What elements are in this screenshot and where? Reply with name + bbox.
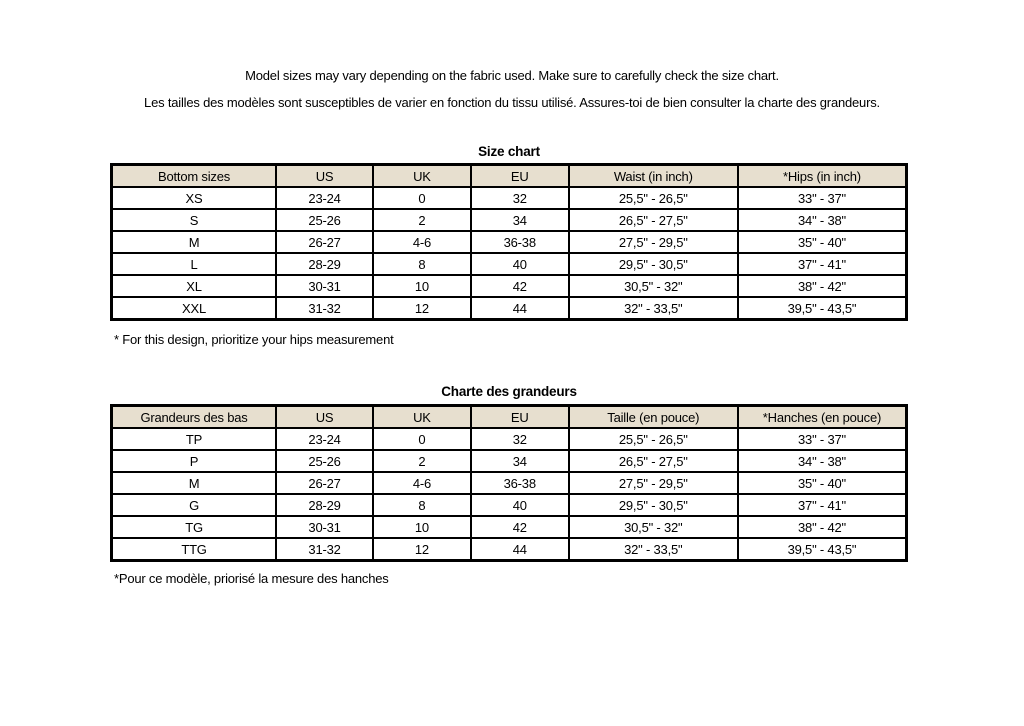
size-chart-table-french	[110, 404, 908, 562]
table-cell: 26-27	[276, 231, 373, 253]
column-header: Waist (in inch)	[569, 165, 738, 188]
column-header: *Hanches (en pouce)	[738, 406, 907, 429]
table-cell: 25-26	[276, 450, 373, 472]
table-cell: 42	[471, 275, 569, 297]
header-row	[112, 165, 907, 188]
table-cell: 34" - 38"	[738, 209, 907, 231]
column-header: Bottom sizes	[112, 165, 277, 188]
size-chart-table-english	[110, 163, 908, 321]
column-header: UK	[373, 406, 471, 429]
table-cell: 39,5" - 43,5"	[738, 538, 907, 561]
hips-footnote-french: *Pour ce modèle, priorisé la mesure des hanches	[114, 571, 389, 586]
table-row	[112, 253, 907, 275]
table-cell: 35" - 40"	[738, 231, 907, 253]
table-cell: TTG	[112, 538, 277, 561]
table-cell: 42	[471, 516, 569, 538]
table-cell: 26-27	[276, 472, 373, 494]
table-cell: XS	[112, 187, 277, 209]
intro-text-french: Les tailles des modèles sont susceptibles de varier en fonction du tissu utilisé. Assures-toi de bien consulter la charte des grandeurs.	[144, 95, 880, 110]
table-row	[112, 494, 907, 516]
table-cell: 8	[373, 253, 471, 275]
table-cell: 30-31	[276, 516, 373, 538]
table-cell: 32" - 33,5"	[569, 297, 738, 320]
table-cell: 10	[373, 275, 471, 297]
table-cell: 27,5" - 29,5"	[569, 472, 738, 494]
table-cell: 10	[373, 516, 471, 538]
table-cell: 37" - 41"	[738, 253, 907, 275]
table-cell: S	[112, 209, 277, 231]
table-cell: TP	[112, 428, 277, 450]
table-cell: 35" - 40"	[738, 472, 907, 494]
table-cell: 36-38	[471, 231, 569, 253]
table-cell: 0	[373, 187, 471, 209]
header-row	[112, 406, 907, 429]
table-cell: 34	[471, 209, 569, 231]
column-header: *Hips (in inch)	[738, 165, 907, 188]
table-cell: 44	[471, 538, 569, 561]
column-header: US	[276, 406, 373, 429]
table-cell: 25-26	[276, 209, 373, 231]
column-header: US	[276, 165, 373, 188]
table-cell: 38" - 42"	[738, 275, 907, 297]
intro-text-english: Model sizes may vary depending on the fabric used. Make sure to carefully check the size chart.	[245, 68, 779, 83]
table-cell: 28-29	[276, 494, 373, 516]
table-cell: 39,5" - 43,5"	[738, 297, 907, 320]
table-cell: 32	[471, 428, 569, 450]
table-cell: 27,5" - 29,5"	[569, 231, 738, 253]
column-header: Grandeurs des bas	[112, 406, 277, 429]
table-cell: 33" - 37"	[738, 187, 907, 209]
table-cell: 25,5" - 26,5"	[569, 187, 738, 209]
table-cell: 37" - 41"	[738, 494, 907, 516]
table-cell: G	[112, 494, 277, 516]
table-cell: 23-24	[276, 428, 373, 450]
table-row	[112, 231, 907, 253]
size-chart-title-english: Size chart	[478, 144, 540, 159]
table-cell: 0	[373, 428, 471, 450]
column-header: Taille (en pouce)	[569, 406, 738, 429]
table-cell: P	[112, 450, 277, 472]
table-cell: 28-29	[276, 253, 373, 275]
table-cell: 36-38	[471, 472, 569, 494]
table-cell: 26,5" - 27,5"	[569, 209, 738, 231]
table-cell: 29,5" - 30,5"	[569, 253, 738, 275]
table-row	[112, 450, 907, 472]
table-cell: 31-32	[276, 538, 373, 561]
hips-footnote-english: * For this design, prioritize your hips measurement	[114, 332, 394, 347]
table-cell: 40	[471, 253, 569, 275]
table-cell: L	[112, 253, 277, 275]
table-cell: 44	[471, 297, 569, 320]
table-cell: 34" - 38"	[738, 450, 907, 472]
table-cell: 40	[471, 494, 569, 516]
table-cell: 33" - 37"	[738, 428, 907, 450]
table-cell: M	[112, 472, 277, 494]
table-cell: M	[112, 231, 277, 253]
table-cell: 4-6	[373, 231, 471, 253]
table-cell: 29,5" - 30,5"	[569, 494, 738, 516]
table-row	[112, 472, 907, 494]
table-row	[112, 297, 907, 320]
size-chart-title-french: Charte des grandeurs	[441, 384, 577, 399]
table-cell: 12	[373, 538, 471, 561]
table-cell: XL	[112, 275, 277, 297]
table-cell: 8	[373, 494, 471, 516]
table-cell: 30,5" - 32"	[569, 275, 738, 297]
column-header: UK	[373, 165, 471, 188]
table-cell: 12	[373, 297, 471, 320]
table-cell: 26,5" - 27,5"	[569, 450, 738, 472]
table-cell: 32" - 33,5"	[569, 538, 738, 561]
column-header: EU	[471, 165, 569, 188]
table-row	[112, 538, 907, 561]
table-cell: 4-6	[373, 472, 471, 494]
table-cell: 30-31	[276, 275, 373, 297]
table-cell: 25,5" - 26,5"	[569, 428, 738, 450]
table-row	[112, 516, 907, 538]
table-cell: 32	[471, 187, 569, 209]
table-row	[112, 187, 907, 209]
table-cell: 2	[373, 209, 471, 231]
table-row	[112, 275, 907, 297]
table-cell: 38" - 42"	[738, 516, 907, 538]
table-row	[112, 209, 907, 231]
table-cell: 34	[471, 450, 569, 472]
table-row	[112, 428, 907, 450]
table-cell: 2	[373, 450, 471, 472]
column-header: EU	[471, 406, 569, 429]
table-cell: 23-24	[276, 187, 373, 209]
table-cell: TG	[112, 516, 277, 538]
table-cell: 31-32	[276, 297, 373, 320]
table-cell: XXL	[112, 297, 277, 320]
table-cell: 30,5" - 32"	[569, 516, 738, 538]
